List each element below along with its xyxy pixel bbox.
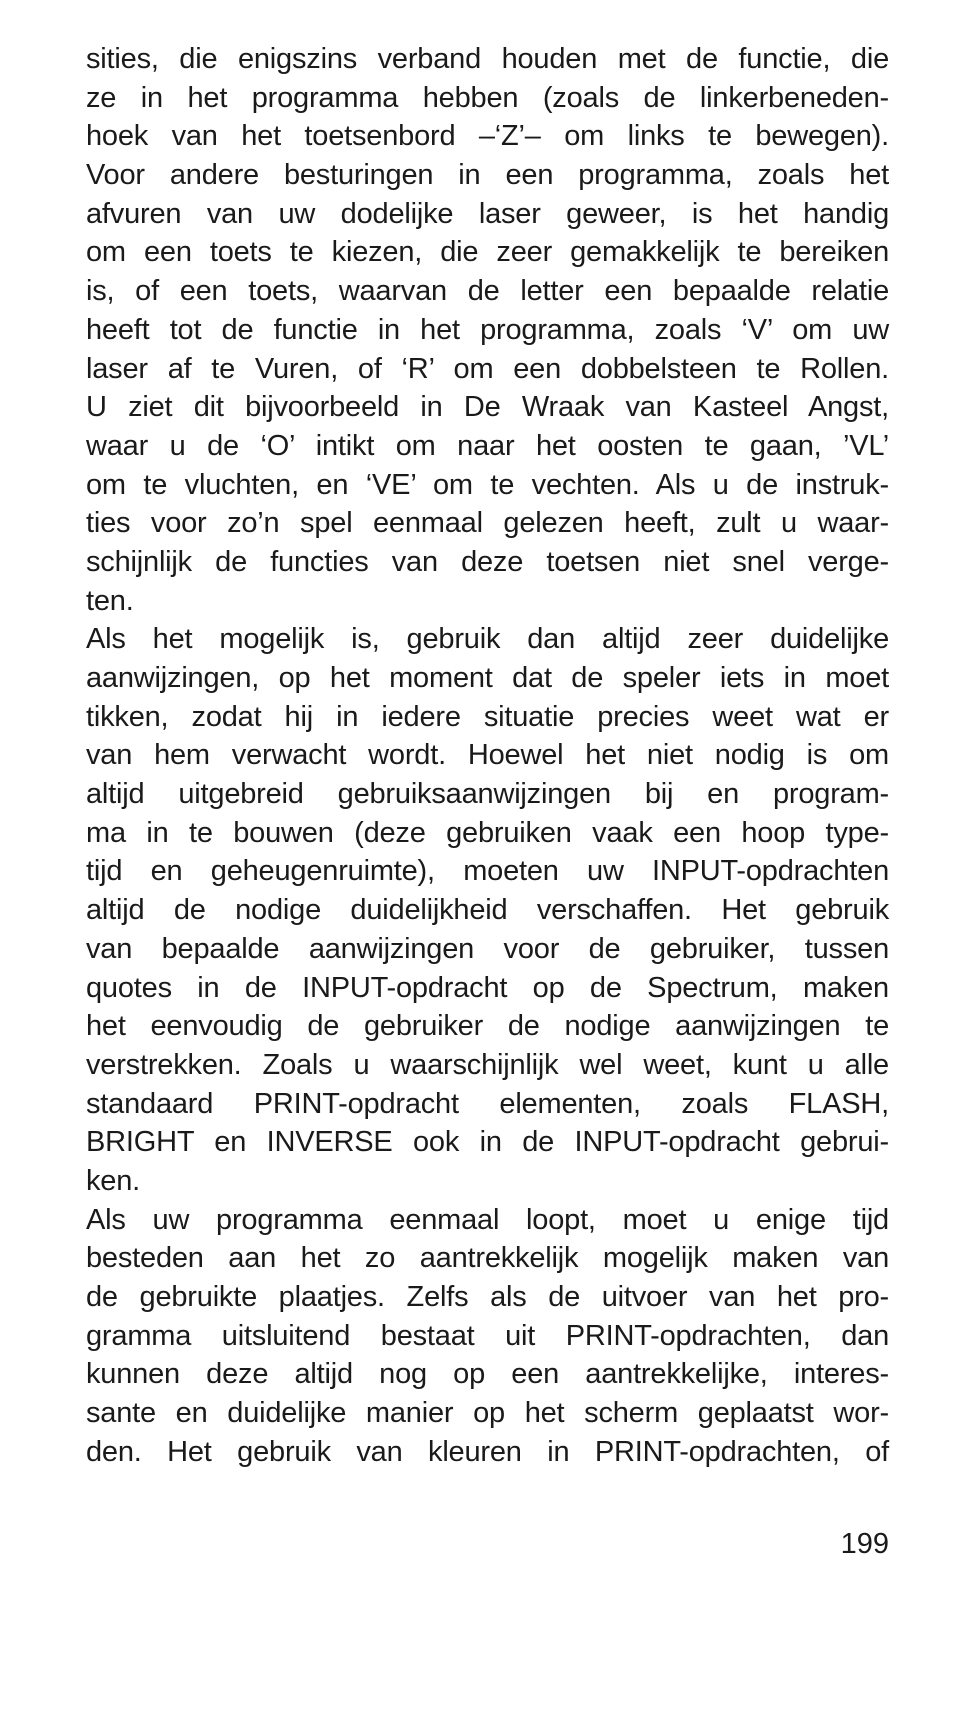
text-line: ties voor zo’n spel eenmaal gelezen heeft, zult u waar- xyxy=(86,507,889,540)
text-line: BRIGHT en INVERSE ook in de INPUT-opdracht gebrui- xyxy=(86,1126,889,1159)
text-line: altijd uitgebreid gebruiksaanwijzingen bij en program- xyxy=(86,778,889,811)
text-line: Als het mogelijk is, gebruik dan altijd zeer duidelijke xyxy=(86,623,889,656)
text-line: sante en duidelijke manier op het scherm geplaatst wor- xyxy=(86,1397,889,1430)
text-line: quotes in de INPUT-opdracht op de Spectrum, maken xyxy=(86,971,889,1004)
text-line: tijd en geheugenruimte), moeten uw INPUT-opdrachten xyxy=(86,855,889,888)
text-line: Voor andere besturingen in een programma, zoals het xyxy=(86,159,889,192)
text-line: om te vluchten, en ‘VE’ om te vechten. Als u de instruk- xyxy=(86,468,889,501)
paragraph-2 xyxy=(86,620,889,1200)
page-number: 199 xyxy=(840,1528,889,1560)
paragraph-1 xyxy=(86,40,889,620)
text-line: ze in het programma hebben (zoals de linkerbeneden- xyxy=(86,81,889,114)
text-line: aanwijzingen, op het moment dat de speler iets in moet xyxy=(86,662,889,694)
text-line: den. Het gebruik van kleuren in PRINT-opdrachten, of xyxy=(86,1435,889,1468)
text-line: de gebruikte plaatjes. Zelfs als de uitvoer van het pro- xyxy=(86,1281,889,1313)
text-line: het eenvoudig de gebruiker de nodige aanwijzingen te xyxy=(86,1010,889,1043)
text-line: besteden aan het zo aantrekkelijk mogelijk maken van xyxy=(86,1242,889,1275)
text-line: kunnen deze altijd nog op een aantrekkelijke, interes- xyxy=(86,1358,889,1391)
text-line: ken. xyxy=(86,1164,141,1197)
text-line: heeft tot de functie in het programma, zoals ‘V’ om uw xyxy=(86,313,889,346)
text-line: ten. xyxy=(86,584,134,617)
text-line: verstrekken. Zoals u waarschijnlijk wel weet, kunt u alle xyxy=(86,1048,889,1081)
text-line: tikken, zodat hij in iedere situatie precies weet wat er xyxy=(86,700,889,733)
text-line: om een toets te kiezen, die zeer gemakkelijk te bereiken xyxy=(86,236,889,269)
text-line: afvuren van uw dodelijke laser geweer, is het handig xyxy=(86,197,889,230)
text-line: van bepaalde aanwijzingen voor de gebruiker, tussen xyxy=(86,932,889,965)
text-line: schijnlijk de functies van deze toetsen niet snel verge- xyxy=(86,545,889,578)
text-line: U ziet dit bijvoorbeeld in De Wraak van Kasteel Angst, xyxy=(86,391,889,424)
text-line: ma in te bouwen (deze gebruiken vaak een hoop type- xyxy=(86,816,889,849)
text-line: laser af te Vuren, of ‘R’ om een dobbelsteen te Rollen. xyxy=(86,352,889,385)
text-line: standaard PRINT-opdracht elementen, zoals FLASH, xyxy=(86,1087,889,1120)
text-line: is, of een toets, waarvan de letter een bepaalde relatie xyxy=(86,275,889,308)
page-body xyxy=(86,40,889,1471)
text-line: gramma uitsluitend bestaat uit PRINT-opdrachten, dan xyxy=(86,1319,889,1352)
text-line: Als uw programma eenmaal loopt, moet u enige tijd xyxy=(86,1203,889,1236)
text-line: waar u de ‘O’ intikt om naar het oosten te gaan, ’VL’ xyxy=(86,429,889,462)
text-line: hoek van het toetsenbord –‘Z’– om links te bewegen). xyxy=(86,120,889,153)
paragraph-3 xyxy=(86,1201,889,1472)
text-line: van hem verwacht wordt. Hoewel het niet nodig is om xyxy=(86,739,889,772)
text-line: sities, die enigszins verband houden met de functie, die xyxy=(86,43,889,75)
text-line: altijd de nodige duidelijkheid verschaffen. Het gebruik xyxy=(86,894,889,927)
